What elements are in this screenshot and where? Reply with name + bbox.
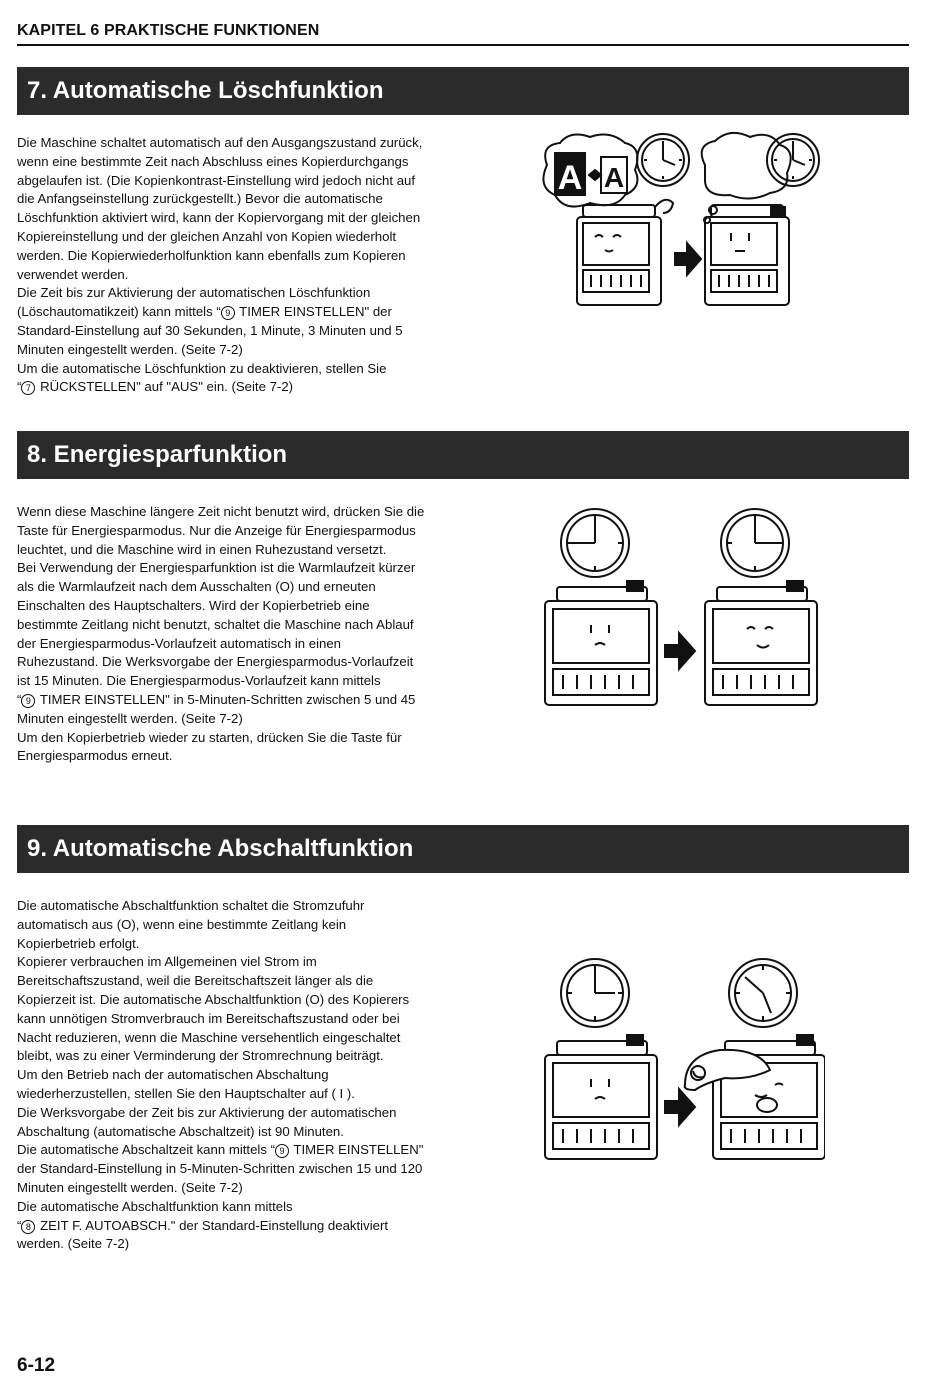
text-line: kann unnötigen Stromverbrauch im Bereitschaftszustand oder bei	[17, 1010, 400, 1026]
text-span: TIMER EINSTELLEN"	[290, 1142, 424, 1158]
text-line: Einschalten des Hauptschalters. Wird der Kopierbetrieb eine	[17, 597, 370, 613]
illus-letter-a: A	[603, 162, 625, 193]
text-line: Die automatische Abschaltfunktion kann mittels	[17, 1198, 293, 1214]
circled-number-badge: 9	[275, 1144, 289, 1158]
text-line: Die Werksvorgabe der Zeit bis zur Aktivierung der automatischen	[17, 1104, 397, 1120]
section-body-auto-clear	[17, 134, 447, 397]
text-line: Um den Kopierbetrieb wieder zu starten, drücken Sie die Taste für	[17, 729, 402, 745]
text-line: verwendet werden.	[17, 266, 129, 282]
text-line: Bei Verwendung der Energiesparfunktion ist die Warmlaufzeit kürzer	[17, 560, 416, 576]
text-line	[17, 378, 447, 397]
text-line: Um den Betrieb nach der automatischen Abschaltung	[17, 1067, 329, 1083]
text-line: Standard-Einstellung auf 30 Sekunden, 1 Minute, 3 Minuten und 5	[17, 322, 403, 338]
text-line: Taste für Energiesparmodus. Nur die Anzeige für Energiesparmodus	[17, 522, 416, 538]
energy-save-illustration	[535, 505, 825, 710]
text-line: Die Maschine schaltet automatisch auf den Ausgangszustand zurück,	[17, 135, 423, 150]
text-line: Minuten eingestellt werden. (Seite 7-2)	[17, 341, 243, 357]
text-line: Abschaltung (automatische Abschaltzeit) ist 90 Minuten.	[17, 1123, 344, 1139]
illus-letter-a: A	[557, 159, 583, 197]
text-line: Die Zeit bis zur Aktivierung der automatischen Löschfunktion	[17, 285, 371, 301]
text-line: wenn eine bestimmte Zeit nach Abschluss eines Kopierdurchgangs	[17, 153, 409, 169]
text-line: Kopierbetrieb erfolgt.	[17, 935, 140, 951]
text-line	[17, 1141, 447, 1160]
circled-number-badge: 7	[21, 381, 35, 395]
text-line: Energiesparmodus erneut.	[17, 748, 173, 764]
text-line	[17, 303, 447, 322]
auto-shutoff-illustration	[535, 955, 825, 1165]
circled-number-badge: 9	[21, 694, 35, 708]
text-line: Minuten eingestellt werden. (Seite 7-2)	[17, 710, 243, 726]
text-span: ZEIT F. AUTOABSCH." der Standard-Einstellung deaktiviert	[36, 1217, 389, 1233]
section-title-auto-shutoff: 9. Automatische Abschaltfunktion	[17, 825, 909, 873]
text-line: Wenn diese Maschine längere Zeit nicht benutzt wird, drücken Sie die	[17, 504, 425, 519]
text-line: der Standard-Einstellung in 5-Minuten-Schritten zwischen 15 und 120	[17, 1161, 423, 1177]
text-line: die Anfangseinstellung zurückgestellt.) Bevor die automatische	[17, 191, 383, 207]
section-title-energy-save: 8. Energiesparfunktion	[17, 431, 909, 479]
text-line: Kopiereinstellung und der gleichen Anzahl von Kopien wiederholt	[17, 228, 397, 244]
text-line: Um die automatische Löschfunktion zu deaktivieren, stellen Sie	[17, 360, 387, 376]
text-line: automatisch aus (O), wenn eine bestimmte Zeitlang kein	[17, 916, 347, 932]
section-title-auto-clear: 7. Automatische Löschfunktion	[17, 67, 909, 115]
text-line: leuchtet, und die Maschine wird in einen Ruhezustand versetzt.	[17, 541, 387, 557]
text-span: RÜCKSTELLEN" auf "AUS" ein. (Seite 7-2)	[36, 379, 294, 395]
text-line: Die automatische Abschaltfunktion schaltet die Stromzufuhr	[17, 898, 365, 913]
text-line: Kopierer verbrauchen im Allgemeinen viel Strom im	[17, 954, 317, 970]
text-line	[17, 691, 447, 710]
text-line: werden. Die Kopierwiederholfunktion kann ebenfalls zum Kopieren	[17, 247, 406, 263]
text-span: “	[17, 379, 22, 395]
text-line: Kopierzeit ist. Die automatische Abschaltfunktion (O) des Kopierers	[17, 991, 410, 1007]
text-line: werden. (Seite 7-2)	[17, 1236, 130, 1252]
text-line: bleibt, was zu einer Verminderung der Stromrechnung beiträgt.	[17, 1048, 384, 1064]
text-span: TIMER EINSTELLEN" der	[235, 304, 392, 320]
text-span: TIMER EINSTELLEN" in 5-Minuten-Schritten zwischen 5 und 45	[36, 691, 416, 707]
text-line: Löschfunktion aktiviert wird, kann der Kopiervorgang mit der gleichen	[17, 210, 421, 226]
text-line: Nacht reduzieren, wenn die Maschine versehentlich eingeschaltet	[17, 1029, 401, 1045]
text-line: bestimmte Zeitlang nicht benutzt, schaltet die Maschine nach Ablauf	[17, 616, 414, 632]
circled-number-badge: 9	[221, 306, 235, 320]
text-span: “	[17, 1217, 22, 1233]
text-span: “	[17, 691, 22, 707]
text-line: wiederherzustellen, stellen Sie den Hauptschalter auf ( I ).	[17, 1085, 355, 1101]
text-span: (Löschautomatikzeit) kann mittels “	[17, 304, 221, 320]
text-line: ist 15 Minuten. Die Energiesparmodus-Vorlaufzeit kann mittels	[17, 673, 381, 689]
text-line: Bereitschaftszustand, weil die Bereitschaftszeit länger als die	[17, 973, 374, 989]
section-body-energy-save	[17, 503, 447, 766]
text-line: Ruhezustand. Die Werksvorgabe der Energiesparmodus-Vorlaufzeit	[17, 654, 414, 670]
page-number: 6-12	[17, 1355, 56, 1376]
circled-number-badge: 8	[21, 1220, 35, 1234]
chapter-header: KAPITEL 6 PRAKTISCHE FUNKTIONEN	[17, 22, 909, 46]
text-line: abgelaufen ist. (Die Kopienkontrast-Einstellung wird jedoch nicht auf	[17, 172, 416, 188]
text-line: Minuten eingestellt werden. (Seite 7-2)	[17, 1179, 243, 1195]
text-line: als die Warmlaufzeit nach dem Ausschalten (O) und erneuten	[17, 579, 376, 595]
text-line: der Energiesparmodus-Vorlaufzeit automatisch in einen	[17, 635, 342, 651]
text-span: Die automatische Abschaltzeit kann mittels “	[17, 1142, 276, 1158]
auto-clear-illustration	[535, 125, 825, 315]
text-line	[17, 1217, 447, 1236]
section-body-auto-shutoff	[17, 897, 447, 1254]
